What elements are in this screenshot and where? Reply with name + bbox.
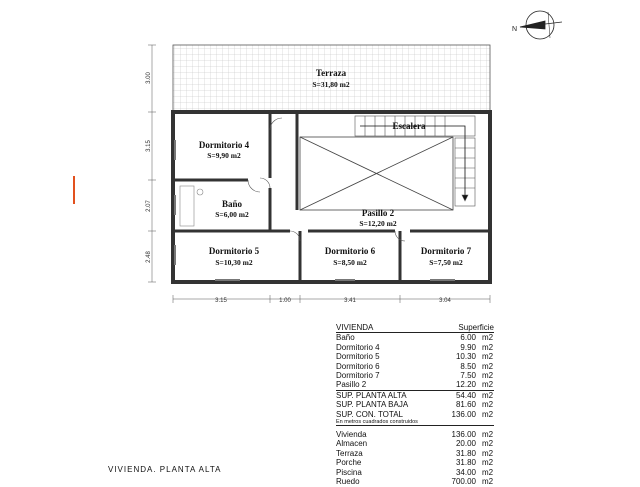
row-value: 700.00 m2 <box>451 477 494 487</box>
bathroom-fixtures <box>180 186 203 226</box>
stair-void <box>300 137 453 210</box>
summary-row <box>336 468 494 477</box>
summary-row <box>336 430 494 439</box>
room-name-pasillo-2: Pasillo 2 <box>361 208 395 218</box>
table-note: En metros cuadrados construidos <box>336 419 494 426</box>
table-rows <box>336 333 494 389</box>
row-label: Porche <box>336 458 362 468</box>
dim-bottom-1: 3.15 <box>215 298 227 304</box>
row-value: 10.30 m2 <box>455 352 494 362</box>
room-area-dormitorio-6: S=8,50 m2 <box>333 258 367 267</box>
table-row <box>336 333 494 342</box>
surface-table <box>336 323 494 487</box>
room-name-dormitorio-6: Dormitorio 6 <box>324 246 376 256</box>
table-summary <box>336 430 494 486</box>
table-row <box>336 380 494 389</box>
dim-bottom-3: 3.41 <box>344 298 356 304</box>
row-value: 6.00 m2 <box>460 333 494 343</box>
row-label: SUP. PLANTA BAJA <box>336 400 409 410</box>
table-total-row <box>336 391 494 400</box>
room-name-bano: Baño <box>221 199 243 209</box>
room-name-dormitorio-7: Dormitorio 7 <box>420 246 472 256</box>
dim-left-3: 2.07 <box>146 200 152 212</box>
row-label: Dormitorio 6 <box>336 361 380 371</box>
table-row <box>336 352 494 361</box>
table-row <box>336 343 494 352</box>
row-label: Piscina <box>336 467 362 477</box>
dim-left-1: 3.00 <box>146 72 152 84</box>
row-value: 7.50 m2 <box>460 371 494 381</box>
dim-bottom-4: 3.04 <box>439 298 451 304</box>
row-value: 9.90 m2 <box>460 342 494 352</box>
row-label: SUP. PLANTA ALTA <box>336 390 407 400</box>
row-label: Dormitorio 5 <box>336 352 380 362</box>
row-value: 34.00 m2 <box>455 467 494 477</box>
table-row <box>336 362 494 371</box>
room-name-dormitorio-4: Dormitorio 4 <box>198 140 250 150</box>
outer-walls <box>173 112 490 282</box>
row-label: Dormitorio 4 <box>336 342 380 352</box>
room-area-pasillo-2: S=12,20 m2 <box>359 219 397 228</box>
room-area-terrace: S=31,80 m2 <box>312 80 350 89</box>
dim-bottom-2: 1.00 <box>279 298 291 304</box>
summary-row <box>336 458 494 467</box>
plan-title: VIVIENDA. PLANTA ALTA <box>108 465 222 474</box>
summary-row <box>336 439 494 448</box>
row-value: 31.80 m2 <box>455 458 494 468</box>
table-header <box>336 323 494 333</box>
row-label: Pasillo 2 <box>336 380 367 390</box>
table-total-row <box>336 400 494 409</box>
row-value: 31.80 m2 <box>455 448 494 458</box>
room-area-dormitorio-4: S=9,90 m2 <box>207 151 241 160</box>
room-area-dormitorio-7: S=7,50 m2 <box>429 258 463 267</box>
row-label: Baño <box>336 333 355 343</box>
red-marker <box>73 176 75 204</box>
interior-walls <box>173 112 490 282</box>
table-row <box>336 371 494 380</box>
row-label: SUP. CON. TOTAL <box>336 409 403 419</box>
row-label: Almacen <box>336 439 368 449</box>
row-value: 136.00 m2 <box>451 430 494 440</box>
dim-left-4: 2.48 <box>146 251 152 263</box>
table-total-row <box>336 410 494 419</box>
dim-left-2: 3.15 <box>146 140 152 152</box>
table-header-value: Superficie <box>458 323 494 332</box>
north-arrow-icon <box>520 11 562 39</box>
table-header-label: VIVIENDA <box>336 323 374 332</box>
terrace-area <box>173 45 490 112</box>
row-label: Dormitorio 7 <box>336 371 380 381</box>
north-label: N <box>512 26 518 33</box>
row-label: Ruedo <box>336 477 360 487</box>
room-name-terrace: Terraza <box>315 68 347 78</box>
room-area-dormitorio-5: S=10,30 m2 <box>215 258 253 267</box>
room-name-escalera: Escalera <box>392 121 426 131</box>
table-totals <box>336 390 494 419</box>
row-label: Terraza <box>336 448 363 458</box>
summary-row <box>336 449 494 458</box>
row-value: 8.50 m2 <box>460 361 494 371</box>
row-value: 12.20 m2 <box>455 380 494 390</box>
summary-row <box>336 477 494 486</box>
room-name-dormitorio-5: Dormitorio 5 <box>208 246 260 256</box>
room-area-bano: S=6,00 m2 <box>215 210 249 219</box>
row-label: Vivienda <box>336 430 367 440</box>
row-value: 136.00 m2 <box>451 409 494 419</box>
row-value: 20.00 m2 <box>455 439 494 449</box>
row-value: 81.60 m2 <box>455 400 494 410</box>
row-value: 54.40 m2 <box>455 390 494 400</box>
